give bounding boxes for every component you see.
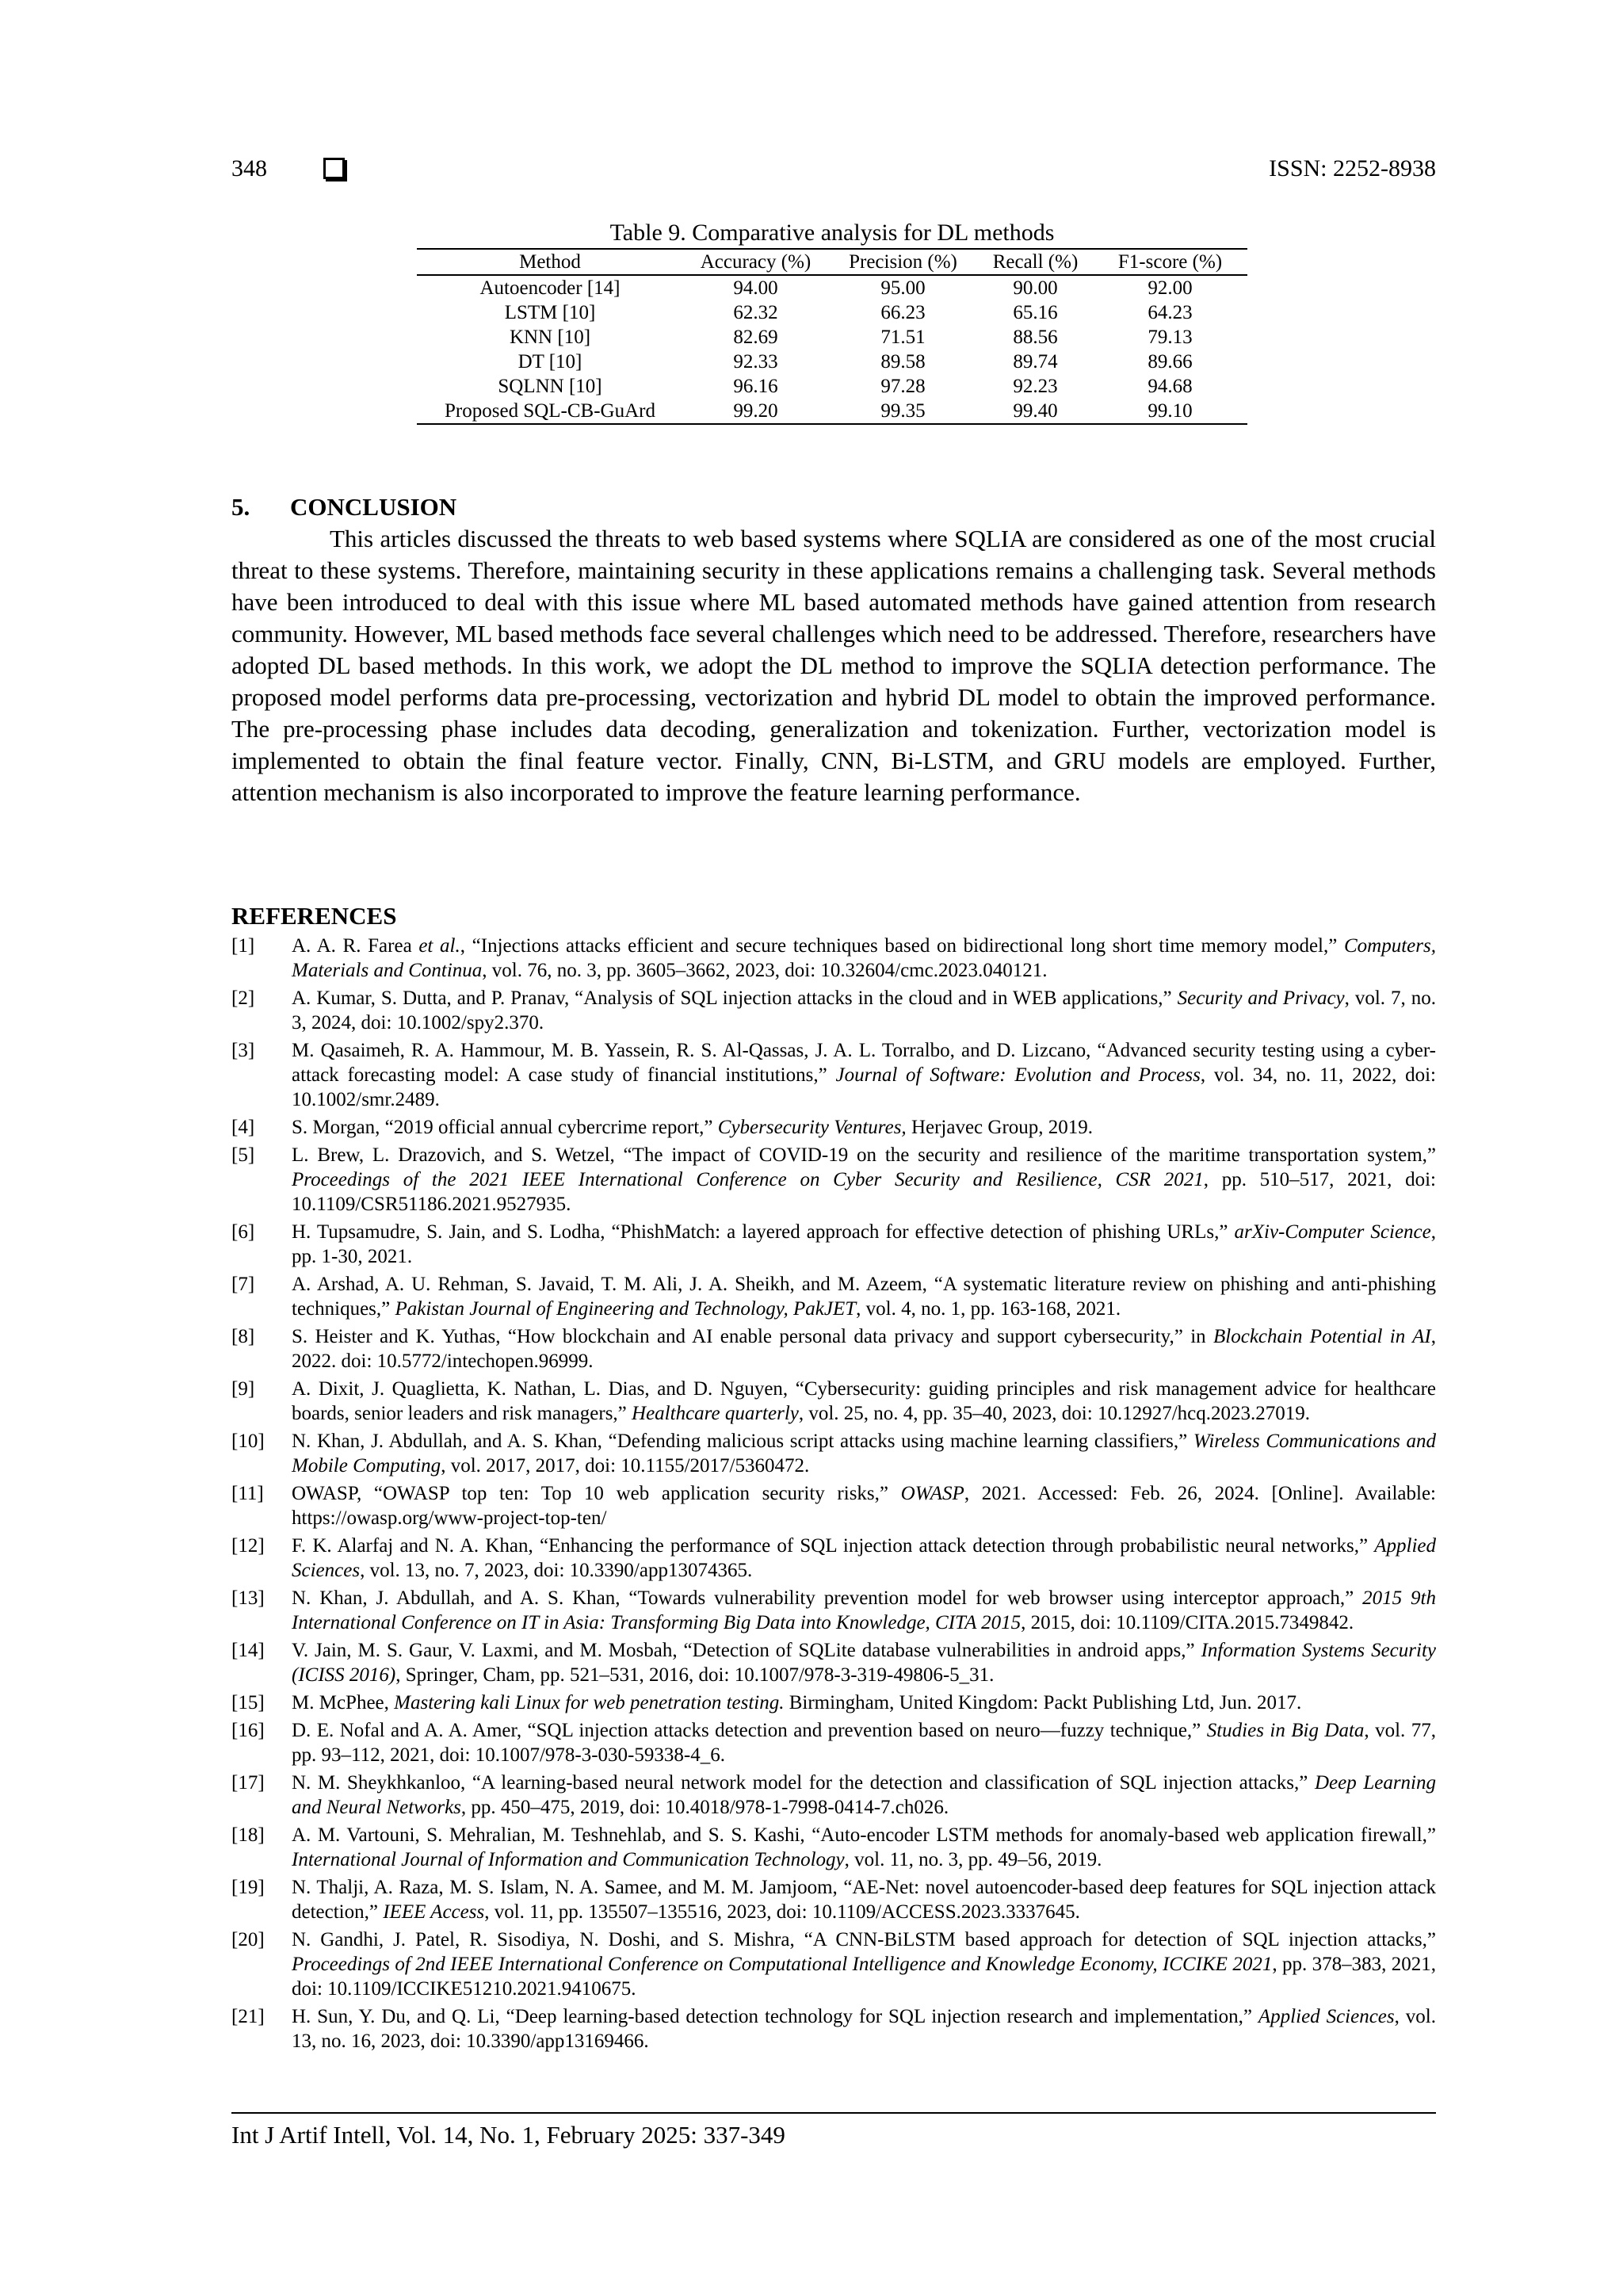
page-number: 348 bbox=[231, 155, 267, 181]
reference-text: N. Gandhi, J. Patel, R. Sisodiya, N. Doshi, and S. Mishra, “A CNN-BiLSTM based approach for detection of SQL injection attacks,” bbox=[292, 1929, 1436, 1950]
col-header-accuracy: Accuracy (%) bbox=[700, 251, 812, 273]
reference-text: , 2022. doi: 10.5772/intechopen.96999. bbox=[292, 1326, 1436, 1372]
page-footer: Int J Artif Intell, Vol. 14, No. 1, February 2025: 337-349 bbox=[231, 2121, 785, 2149]
reference-number: [1] bbox=[231, 935, 255, 957]
cell-method: LSTM [10] bbox=[504, 302, 596, 323]
reference-text: H. Tupsamudre, S. Jain, and S. Lodha, “PhishMatch: a layered approach for effective detection of phishing URLs,” bbox=[292, 1221, 1235, 1243]
reference-number: [18] bbox=[231, 1824, 265, 1846]
reference-number: [12] bbox=[231, 1535, 265, 1557]
reference-item bbox=[231, 1481, 1436, 1530]
reference-number: [7] bbox=[231, 1274, 255, 1295]
table-row bbox=[417, 300, 1247, 325]
reference-text: , pp. 1-30, 2021. bbox=[292, 1221, 1436, 1267]
page-header bbox=[231, 155, 1436, 190]
cell-method: DT [10] bbox=[517, 351, 582, 372]
reference-source: et al. bbox=[418, 935, 460, 957]
reference-item bbox=[231, 1272, 1436, 1321]
cell-recall: 89.74 bbox=[1013, 351, 1058, 372]
reference-text: A. Kumar, S. Dutta, and P. Pranav, “Analysis of SQL injection attacks in the cloud and in WEB applications,” bbox=[292, 988, 1178, 1009]
reference-number: [17] bbox=[231, 1772, 265, 1794]
reference-text: D. E. Nofal and A. A. Amer, “SQL injection attacks detection and prevention based on neuro—fuzzy technique,” bbox=[292, 1720, 1207, 1741]
reference-text: S. Morgan, “2019 official annual cybercrime report,” bbox=[292, 1117, 718, 1138]
reference-text: A. Arshad, A. U. Rehman, S. Javaid, T. M. Ali, J. A. Sheikh, and M. Azeem, “A systematic literature review on phishing and anti-phishing techniques,” bbox=[292, 1274, 1436, 1320]
reference-number: [5] bbox=[231, 1144, 255, 1166]
reference-item bbox=[231, 1927, 1436, 2001]
cell-accuracy: 62.32 bbox=[733, 302, 778, 323]
reference-text: M. Qasaimeh, R. A. Hammour, M. B. Yassein, R. S. Al-Qassas, J. A. L. Torralbo, and D. Lizcano, “Advanced security testing using a cyber-attack forecasting model: A case study of financial institutions,” bbox=[292, 1040, 1436, 1086]
reference-text: N. Thalji, A. Raza, M. S. Islam, N. A. Samee, and M. M. Jamjoom, “AE-Net: novel autoencoder-based deep features for SQL injection attack detection,” bbox=[292, 1877, 1436, 1923]
reference-item bbox=[231, 1638, 1436, 1687]
reference-number: [16] bbox=[231, 1720, 265, 1741]
reference-number: [9] bbox=[231, 1378, 255, 1400]
reference-source: Proceedings of 2nd IEEE International Conference on Computational Intelligence and Knowledge Economy, ICCIKE 2021 bbox=[292, 1954, 1273, 1975]
comparison-table-block bbox=[417, 219, 1247, 425]
cell-method: KNN [10] bbox=[509, 327, 591, 348]
footer-divider bbox=[231, 2112, 1436, 2114]
cell-accuracy: 92.33 bbox=[733, 351, 778, 372]
reference-number: [21] bbox=[231, 2006, 265, 2027]
cell-f1: 94.68 bbox=[1148, 376, 1193, 397]
reference-text: , “Injections attacks efficient and secure techniques based on bidirectional long short time memory model,” bbox=[460, 935, 1344, 957]
cell-precision: 97.28 bbox=[880, 376, 926, 397]
reference-source: Pakistan Journal of Engineering and Technology, PakJET bbox=[395, 1298, 857, 1320]
reference-text: L. Brew, L. Drazovich, and S. Wetzel, “The impact of COVID-19 on the security and resilience of the maritime transportation system,” bbox=[292, 1144, 1436, 1166]
reference-source: Journal of Software: Evolution and Process bbox=[835, 1064, 1201, 1086]
cell-precision: 71.51 bbox=[880, 327, 926, 348]
cell-recall: 92.23 bbox=[1013, 376, 1058, 397]
reference-text: , vol. 11, no. 3, pp. 49–56, 2019. bbox=[844, 1849, 1102, 1870]
cell-precision: 89.58 bbox=[880, 351, 926, 372]
reference-item bbox=[231, 1324, 1436, 1373]
reference-item bbox=[231, 1875, 1436, 1924]
reference-source: OWASP bbox=[900, 1483, 964, 1504]
reference-item bbox=[231, 1823, 1436, 1872]
reference-list bbox=[231, 934, 1436, 2057]
reference-text: , vol. 77, pp. 93–112, 2021, doi: 10.1007/978-3-030-59338-4_6. bbox=[292, 1720, 1436, 1766]
cell-method: Proposed SQL-CB-GuArd bbox=[445, 400, 655, 422]
reference-source: Security and Privacy bbox=[1177, 988, 1345, 1009]
reference-source: Studies in Big Data bbox=[1206, 1720, 1365, 1741]
conclusion-paragraph: This articles discussed the threats to web based systems where SQLIA are considered as one of the most crucial threat to these systems. Therefore, maintaining security in these applications remains a challenging task. Several methods have been introduced to deal with this issue where ML based automated methods have gained attention from research community. However, ML based methods face several challenges which need to be addressed. Therefore, researchers have adopted DL based methods. In this work, we adopt the DL method to improve the SQLIA detection performance. The proposed model performs data pre-processing, vectorization and hybrid DL model to obtain the improved performance. The pre-processing phase includes data decoding, generalization and tokenization. Further, vectorization model is implemented to obtain the final feature vector. Finally, CNN, Bi-LSTM, and GRU models are employed. Further, attention mechanism is also incorporated to improve the feature learning performance. bbox=[231, 525, 1436, 806]
reference-item bbox=[231, 934, 1436, 983]
reference-number: [14] bbox=[231, 1640, 265, 1661]
reference-source: Proceedings of the 2021 IEEE International Conference on Cyber Security and Resilience, CSR 2021 bbox=[292, 1169, 1204, 1190]
reference-text: M. McPhee, bbox=[292, 1692, 395, 1713]
cell-accuracy: 94.00 bbox=[733, 277, 778, 299]
square-bullet-icon bbox=[323, 158, 345, 179]
reference-source: Computers, Materials and Continua bbox=[292, 935, 1436, 981]
reference-text: , vol. 34, no. 11, 2022, doi: 10.1002/smr.2489. bbox=[292, 1064, 1437, 1110]
conclusion-heading bbox=[231, 491, 456, 523]
reference-item bbox=[231, 986, 1436, 1035]
reference-number: [4] bbox=[231, 1117, 255, 1138]
cell-method: Autoencoder [14] bbox=[479, 277, 621, 299]
reference-item bbox=[231, 1690, 1436, 1715]
reference-text: , vol. 11, pp. 135507–135516, 2023, doi: 10.1109/ACCESS.2023.3337645. bbox=[484, 1901, 1080, 1923]
reference-item bbox=[231, 1115, 1436, 1140]
reference-number: [19] bbox=[231, 1877, 265, 1898]
cell-method: SQLNN [10] bbox=[498, 376, 602, 397]
reference-item bbox=[231, 2004, 1436, 2053]
reference-item bbox=[231, 1038, 1436, 1112]
reference-text: , vol. 7, no. 3, 2024, doi: 10.1002/spy2.370. bbox=[292, 988, 1436, 1033]
reference-text: N. M. Sheykhkanloo, “A learning-based neural network model for the detection and classification of SQL injection attacks,” bbox=[292, 1772, 1315, 1794]
cell-recall: 88.56 bbox=[1013, 327, 1058, 348]
table-caption: Table 9. Comparative analysis for DL methods bbox=[609, 220, 1055, 246]
cell-accuracy: 82.69 bbox=[733, 327, 778, 348]
reference-number: [6] bbox=[231, 1221, 255, 1243]
table-row bbox=[417, 399, 1247, 424]
table-row bbox=[417, 275, 1247, 300]
reference-text: A. M. Vartouni, S. Mehralian, M. Teshnehlab, and S. S. Kashi, “Auto-encoder LSTM methods for anomaly-based web application firewall,” bbox=[292, 1824, 1436, 1846]
reference-source: Applied Sciences bbox=[1258, 2006, 1395, 2027]
comparison-table bbox=[417, 248, 1247, 425]
reference-source: Healthcare quarterly bbox=[632, 1403, 799, 1424]
table-row bbox=[417, 350, 1247, 374]
reference-text: , 2015, doi: 10.1109/CITA.2015.7349842. bbox=[1021, 1612, 1354, 1633]
reference-number: [13] bbox=[231, 1587, 265, 1609]
reference-item bbox=[231, 1718, 1436, 1767]
reference-item bbox=[231, 1586, 1436, 1635]
cell-f1: 89.66 bbox=[1148, 351, 1193, 372]
reference-text: , pp. 378–383, 2021, doi: 10.1109/ICCIKE51210.2021.9410675. bbox=[292, 1954, 1437, 2000]
cell-recall: 65.16 bbox=[1013, 302, 1058, 323]
reference-text: , pp. 510–517, 2021, doi: 10.1109/CSR51186.2021.9527935. bbox=[292, 1169, 1436, 1215]
reference-number: [3] bbox=[231, 1040, 255, 1061]
reference-number: [20] bbox=[231, 1929, 265, 1950]
reference-text: A. Dixit, J. Quaglietta, K. Nathan, L. Dias, and D. Nguyen, “Cybersecurity: guiding principles and risk management advice for healthcare boards, senior leaders and risk managers,” bbox=[292, 1378, 1436, 1424]
section-title: CONCLUSION bbox=[290, 493, 457, 521]
reference-text: , vol. 4, no. 1, pp. 163-168, 2021. bbox=[856, 1298, 1121, 1320]
cell-f1: 64.23 bbox=[1148, 302, 1193, 323]
reference-number: [8] bbox=[231, 1326, 255, 1347]
reference-source: arXiv-Computer Science bbox=[1234, 1221, 1431, 1243]
reference-text: Birmingham, United Kingdom: Packt Publishing Ltd, Jun. 2017. bbox=[784, 1692, 1302, 1713]
reference-source: Information Systems Security (ICISS 2016) bbox=[292, 1640, 1436, 1686]
reference-source: Deep Learning and Neural Networks bbox=[292, 1772, 1437, 1818]
reference-text: , vol. 25, no. 4, pp. 35–40, 2023, doi: 10.12927/hcq.2023.27019. bbox=[798, 1403, 1310, 1424]
reference-text: , vol. 13, no. 16, 2023, doi: 10.3390/app13169466. bbox=[292, 2006, 1436, 2052]
reference-text: , pp. 450–475, 2019, doi: 10.4018/978-1-7998-0414-7.ch026. bbox=[460, 1797, 949, 1818]
references-heading: REFERENCES bbox=[231, 902, 397, 930]
cell-f1: 99.10 bbox=[1148, 400, 1193, 422]
reference-source: Applied Sciences bbox=[292, 1535, 1436, 1581]
reference-source: International Journal of Information and Communication Technology bbox=[292, 1849, 845, 1870]
reference-source: Mastering kali Linux for web penetration testing. bbox=[394, 1692, 785, 1713]
reference-number: [10] bbox=[231, 1431, 265, 1452]
reference-text: Herjavec Group, 2019. bbox=[906, 1117, 1094, 1138]
reference-item bbox=[231, 1377, 1436, 1426]
reference-text: S. Heister and K. Yuthas, “How blockchain and AI enable personal data privacy and support cybersecurity,” in bbox=[292, 1326, 1213, 1347]
reference-source: IEEE Access bbox=[383, 1901, 485, 1923]
reference-text: V. Jain, M. S. Gaur, V. Laxmi, and M. Mosbah, “Detection of SQLite database vulnerabilities in android apps,” bbox=[292, 1640, 1201, 1661]
reference-text: H. Sun, Y. Du, and Q. Li, “Deep learning-based detection technology for SQL injection research and implementation,” bbox=[292, 2006, 1258, 2027]
reference-number: [11] bbox=[231, 1483, 264, 1504]
reference-source: Cybersecurity Ventures, bbox=[717, 1117, 907, 1138]
col-header-method: Method bbox=[519, 251, 581, 273]
table-header-row bbox=[417, 249, 1247, 275]
cell-accuracy: 96.16 bbox=[733, 376, 778, 397]
issn: ISSN: 2252-8938 bbox=[1269, 155, 1436, 181]
reference-text: N. Khan, J. Abdullah, and A. S. Khan, “Towards vulnerability prevention model for web browser using interceptor approach,” bbox=[292, 1587, 1363, 1609]
cell-precision: 95.00 bbox=[880, 277, 926, 299]
reference-text: , vol. 13, no. 7, 2023, doi: 10.3390/app13074365. bbox=[360, 1560, 753, 1581]
reference-item bbox=[231, 1534, 1436, 1583]
cell-precision: 99.35 bbox=[880, 400, 926, 422]
reference-source: Blockchain Potential in AI bbox=[1213, 1326, 1431, 1347]
cell-accuracy: 99.20 bbox=[733, 400, 778, 422]
reference-item bbox=[231, 1771, 1436, 1820]
reference-number: [2] bbox=[231, 988, 255, 1009]
reference-text: , vol. 76, no. 3, pp. 3605–3662, 2023, doi: 10.32604/cmc.2023.040121. bbox=[482, 960, 1048, 981]
col-header-recall: Recall (%) bbox=[992, 251, 1079, 273]
section-number: 5. bbox=[231, 493, 250, 521]
reference-text: F. K. Alarfaj and N. A. Khan, “Enhancing the performance of SQL injection attack detection through probabilistic neural networks,” bbox=[292, 1535, 1375, 1557]
reference-item bbox=[231, 1220, 1436, 1269]
reference-text: , 2021. Accessed: Feb. 26, 2024. [Online]. Available: https://owasp.org/www-project-top-ten/ bbox=[292, 1483, 1436, 1529]
cell-precision: 66.23 bbox=[880, 302, 926, 323]
cell-recall: 99.40 bbox=[1013, 400, 1058, 422]
reference-text: OWASP, “OWASP top ten: Top 10 web application security risks,” bbox=[292, 1483, 901, 1504]
reference-item bbox=[231, 1143, 1436, 1217]
table-row bbox=[417, 374, 1247, 399]
reference-source: Wireless Communications and Mobile Computing bbox=[292, 1431, 1436, 1477]
table-row bbox=[417, 325, 1247, 350]
col-header-f1: F1-score (%) bbox=[1117, 251, 1223, 273]
reference-text: A. A. R. Farea bbox=[292, 935, 419, 957]
cell-recall: 90.00 bbox=[1013, 277, 1058, 299]
cell-f1: 79.13 bbox=[1148, 327, 1193, 348]
reference-text: , vol. 2017, 2017, doi: 10.1155/2017/5360472. bbox=[441, 1455, 810, 1477]
reference-text: N. Khan, J. Abdullah, and A. S. Khan, “Defending malicious script attacks using machine learning classifiers,” bbox=[292, 1431, 1193, 1452]
reference-text: , Springer, Cham, pp. 521–531, 2016, doi: 10.1007/978-3-319-49806-5_31. bbox=[395, 1664, 995, 1686]
cell-f1: 92.00 bbox=[1148, 277, 1193, 299]
reference-number: [15] bbox=[231, 1692, 265, 1713]
col-header-precision: Precision (%) bbox=[849, 251, 957, 273]
reference-item bbox=[231, 1429, 1436, 1478]
reference-source: 2015 9th International Conference on IT in Asia: Transforming Big Data into Knowledge, CITA 2015 bbox=[292, 1587, 1436, 1633]
